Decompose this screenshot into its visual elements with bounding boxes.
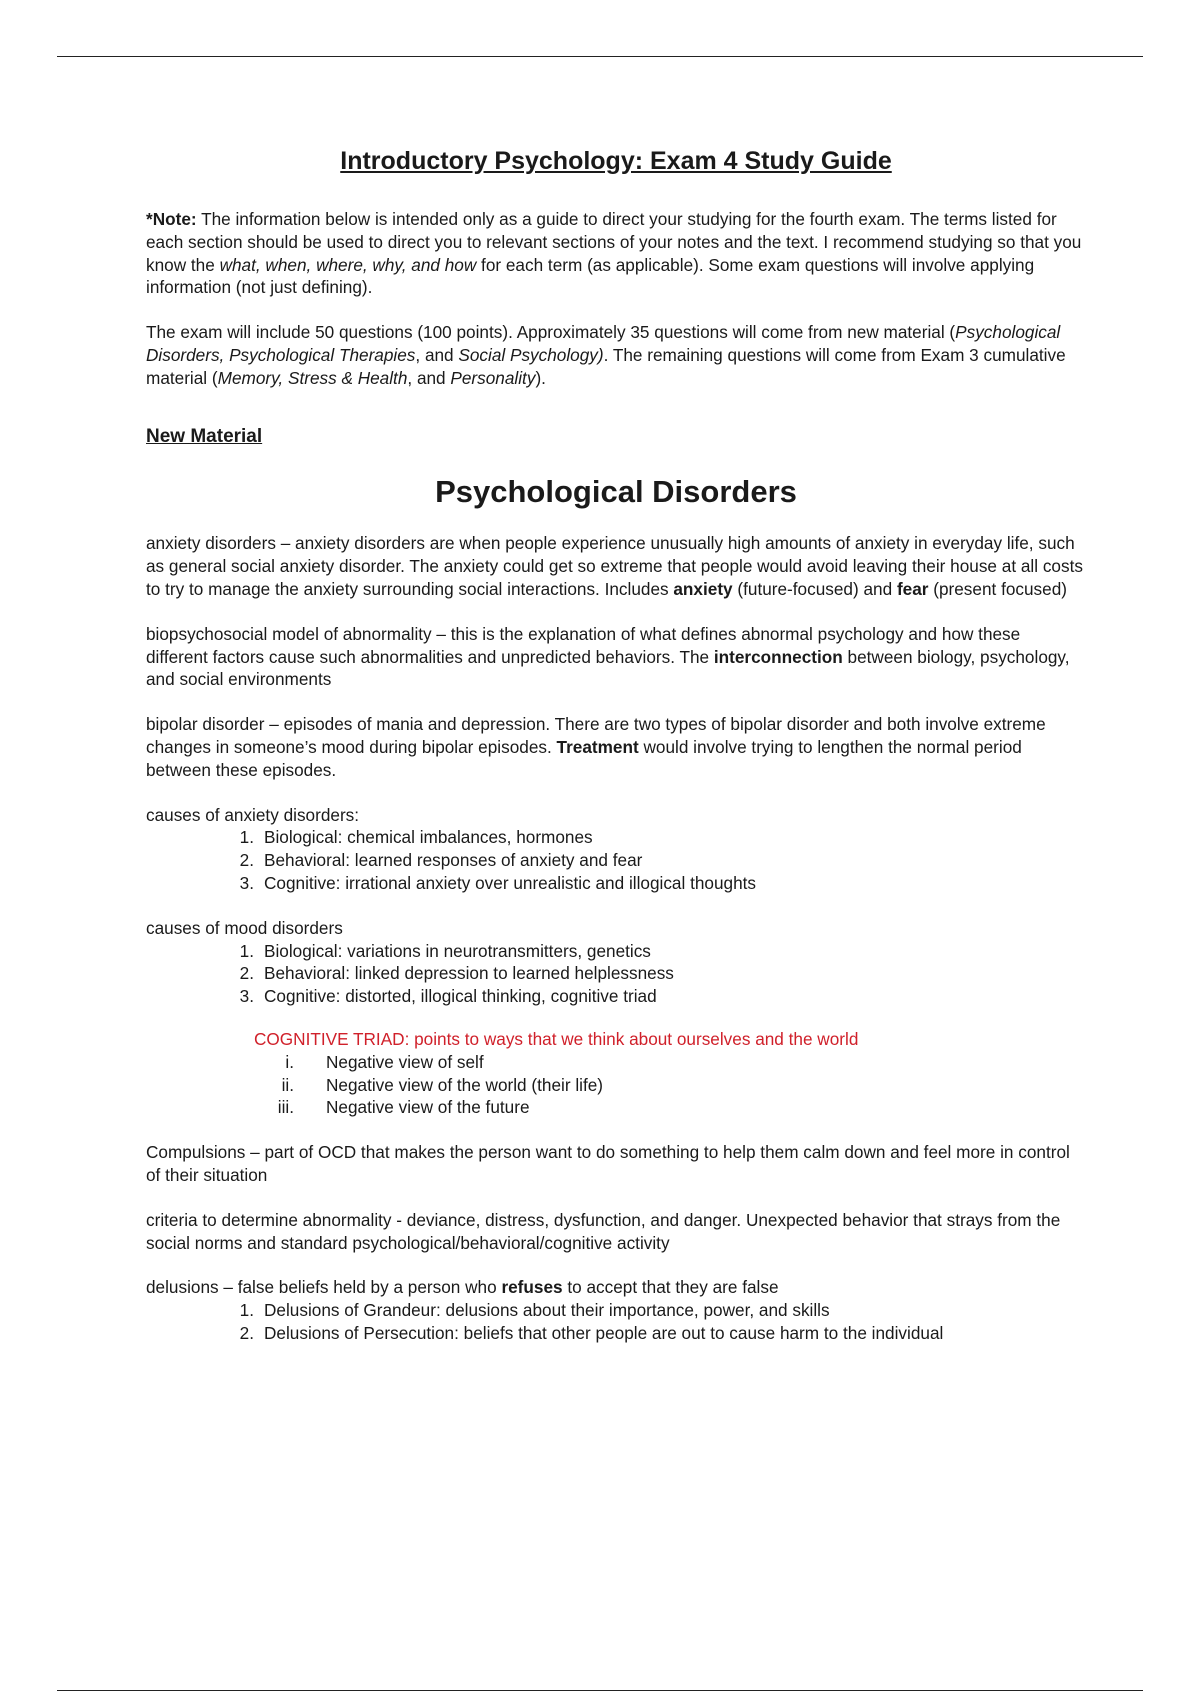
causes-mood-block bbox=[146, 917, 1086, 1119]
delusions-list bbox=[146, 1299, 1086, 1345]
bipolar-text-1: bipolar disorder – episodes of mania and depression. There are two types of bipolar disorder and both involve extreme changes in someone’s mood during bipolar episodes. bbox=[146, 714, 1046, 757]
term-anxiety-disorders bbox=[146, 532, 1086, 600]
list-item bbox=[146, 849, 1086, 872]
anxiety-text-2: (future-focused) and bbox=[732, 578, 897, 599]
anxiety-text-1: anxiety disorders – anxiety disorders are when people experience unusually high amounts of anxiety in everyday life, such as general social anxiety disorder. The anxiety could get so extreme that people would avoid leaving their house at all costs to try to manage the anxiety surrounding social interactions. Includes bbox=[146, 533, 1083, 599]
list-number: 1. bbox=[239, 827, 254, 848]
list-text: Delusions of Grandeur: delusions about their importance, power, and skills bbox=[264, 1300, 830, 1321]
causes-mood-list bbox=[146, 940, 1086, 1008]
causes-mood-heading: causes of mood disorders bbox=[146, 917, 343, 938]
bottom-rule bbox=[57, 1690, 1143, 1691]
list-item bbox=[146, 962, 1086, 985]
exam-info-italic-2: Social Psychology) bbox=[458, 344, 604, 365]
top-rule bbox=[57, 56, 1143, 57]
anxiety-text-3: (present focused) bbox=[928, 578, 1067, 599]
delusions-text-2: to accept that they are false bbox=[562, 1277, 779, 1298]
delusions-heading bbox=[146, 1276, 1086, 1299]
list-item bbox=[146, 1322, 1086, 1345]
exam-info-text-1: The exam will include 50 questions (100 points). Approximately 35 questions will come from new material ( bbox=[146, 322, 956, 343]
exam-info-text-2: , and bbox=[415, 344, 459, 365]
list-item bbox=[146, 1299, 1086, 1322]
causes-anxiety-block bbox=[146, 804, 1086, 895]
exam-info-text-3: . The remaining questions will come from Exam 3 cumulative material ( bbox=[146, 344, 1066, 388]
list-text: Behavioral: learned responses of anxiety and fear bbox=[264, 850, 643, 871]
exam-info-text-4: , and bbox=[407, 367, 451, 388]
list-number: 1. bbox=[239, 1300, 254, 1321]
list-text: Cognitive: irrational anxiety over unrealistic and illogical thoughts bbox=[264, 872, 757, 893]
list-number: iii. bbox=[277, 1097, 294, 1118]
exam-info-paragraph bbox=[146, 321, 1086, 389]
page-title: Introductory Psychology: Exam 4 Study Guide bbox=[340, 147, 892, 175]
biopsychosocial-text-1: biopsychosocial model of abnormality – this is the explanation of what defines abnormal psychology and how these different factors cause such abnormalities and unpredicted behaviors. The bbox=[146, 623, 1021, 667]
exam-info-italic-4: Personality bbox=[450, 367, 536, 388]
new-material-label: New Material bbox=[146, 425, 263, 447]
list-number: i. bbox=[285, 1051, 294, 1072]
bipolar-bold: Treatment bbox=[556, 736, 639, 757]
note-text-1: The information below is intended only as a guide to direct your studying for the fourth exam. The terms listed for each section should be used to direct you to relevant sections of your notes and the text. I recommend studying so that you know the bbox=[146, 209, 1082, 275]
list-number: 3. bbox=[239, 986, 254, 1007]
list-number: 1. bbox=[239, 940, 254, 961]
causes-anxiety-heading: causes of anxiety disorders: bbox=[146, 804, 360, 825]
list-text: Negative view of the future bbox=[326, 1097, 530, 1118]
cognitive-triad-heading: COGNITIVE TRIAD: points to ways that we think about ourselves and the world bbox=[254, 1028, 859, 1049]
list-text: Negative view of the world (their life) bbox=[326, 1074, 604, 1095]
list-item bbox=[146, 872, 1086, 895]
list-item bbox=[146, 1051, 1086, 1074]
term-bipolar bbox=[146, 713, 1086, 781]
section-title: Psychological Disorders bbox=[435, 474, 797, 510]
exam-info-text-5: ). bbox=[535, 367, 546, 388]
list-text: Negative view of self bbox=[326, 1051, 484, 1072]
list-item bbox=[146, 826, 1086, 849]
list-text: Biological: chemical imbalances, hormones bbox=[264, 827, 593, 848]
list-item bbox=[146, 1096, 1086, 1119]
delusions-bold: refuses bbox=[501, 1277, 563, 1298]
term-delusions bbox=[146, 1276, 1086, 1344]
list-text: Biological: variations in neurotransmitters, genetics bbox=[264, 940, 651, 961]
note-label: *Note: bbox=[146, 209, 197, 229]
term-compulsions: Compulsions – part of OCD that makes the person want to do something to help them calm down and feel more in control of their situation bbox=[146, 1142, 1070, 1185]
biopsychosocial-bold: interconnection bbox=[713, 646, 843, 667]
cognitive-triad-list bbox=[146, 1051, 1086, 1119]
list-number: 2. bbox=[239, 1322, 254, 1343]
cognitive-triad-block bbox=[146, 1028, 1086, 1119]
anxiety-bold-2: fear bbox=[896, 578, 929, 599]
note-paragraph bbox=[146, 208, 1086, 299]
bipolar-text-2: would involve trying to lengthen the normal period between these episodes. bbox=[146, 736, 1022, 780]
list-item bbox=[146, 940, 1086, 963]
exam-info-italic-1: Psychological Disorders, Psychological Therapies bbox=[146, 322, 1061, 365]
list-number: 2. bbox=[239, 850, 254, 871]
exam-info-italic-3: Memory, Stress & Health bbox=[217, 367, 408, 388]
list-item bbox=[146, 1074, 1086, 1097]
delusions-text-1: delusions – false beliefs held by a person who bbox=[146, 1277, 502, 1298]
list-number: 2. bbox=[239, 963, 254, 984]
note-italic: what, when, where, why, and how bbox=[219, 254, 477, 275]
list-text: Delusions of Persecution: beliefs that other people are out to cause harm to the individual bbox=[264, 1322, 944, 1343]
note-text-2: for each term (as applicable). Some exam questions will involve applying information (not just defining). bbox=[146, 254, 1035, 298]
list-number: ii. bbox=[281, 1074, 294, 1095]
causes-anxiety-list bbox=[146, 826, 1086, 894]
anxiety-bold-1: anxiety bbox=[673, 578, 733, 599]
document-body bbox=[146, 146, 1086, 1367]
term-criteria: criteria to determine abnormality - deviance, distress, dysfunction, and danger. Unexpected behavior that strays from the social norms and standard psychological/behavioral/cognitive activity bbox=[146, 1209, 1061, 1253]
list-item bbox=[146, 985, 1086, 1008]
list-text: Behavioral: linked depression to learned helplessness bbox=[264, 963, 674, 984]
biopsychosocial-text-2: between biology, psychology, and social environments bbox=[146, 646, 1070, 690]
list-number: 3. bbox=[239, 872, 254, 893]
term-biopsychosocial bbox=[146, 623, 1086, 691]
list-text: Cognitive: distorted, illogical thinking, cognitive triad bbox=[264, 986, 657, 1007]
